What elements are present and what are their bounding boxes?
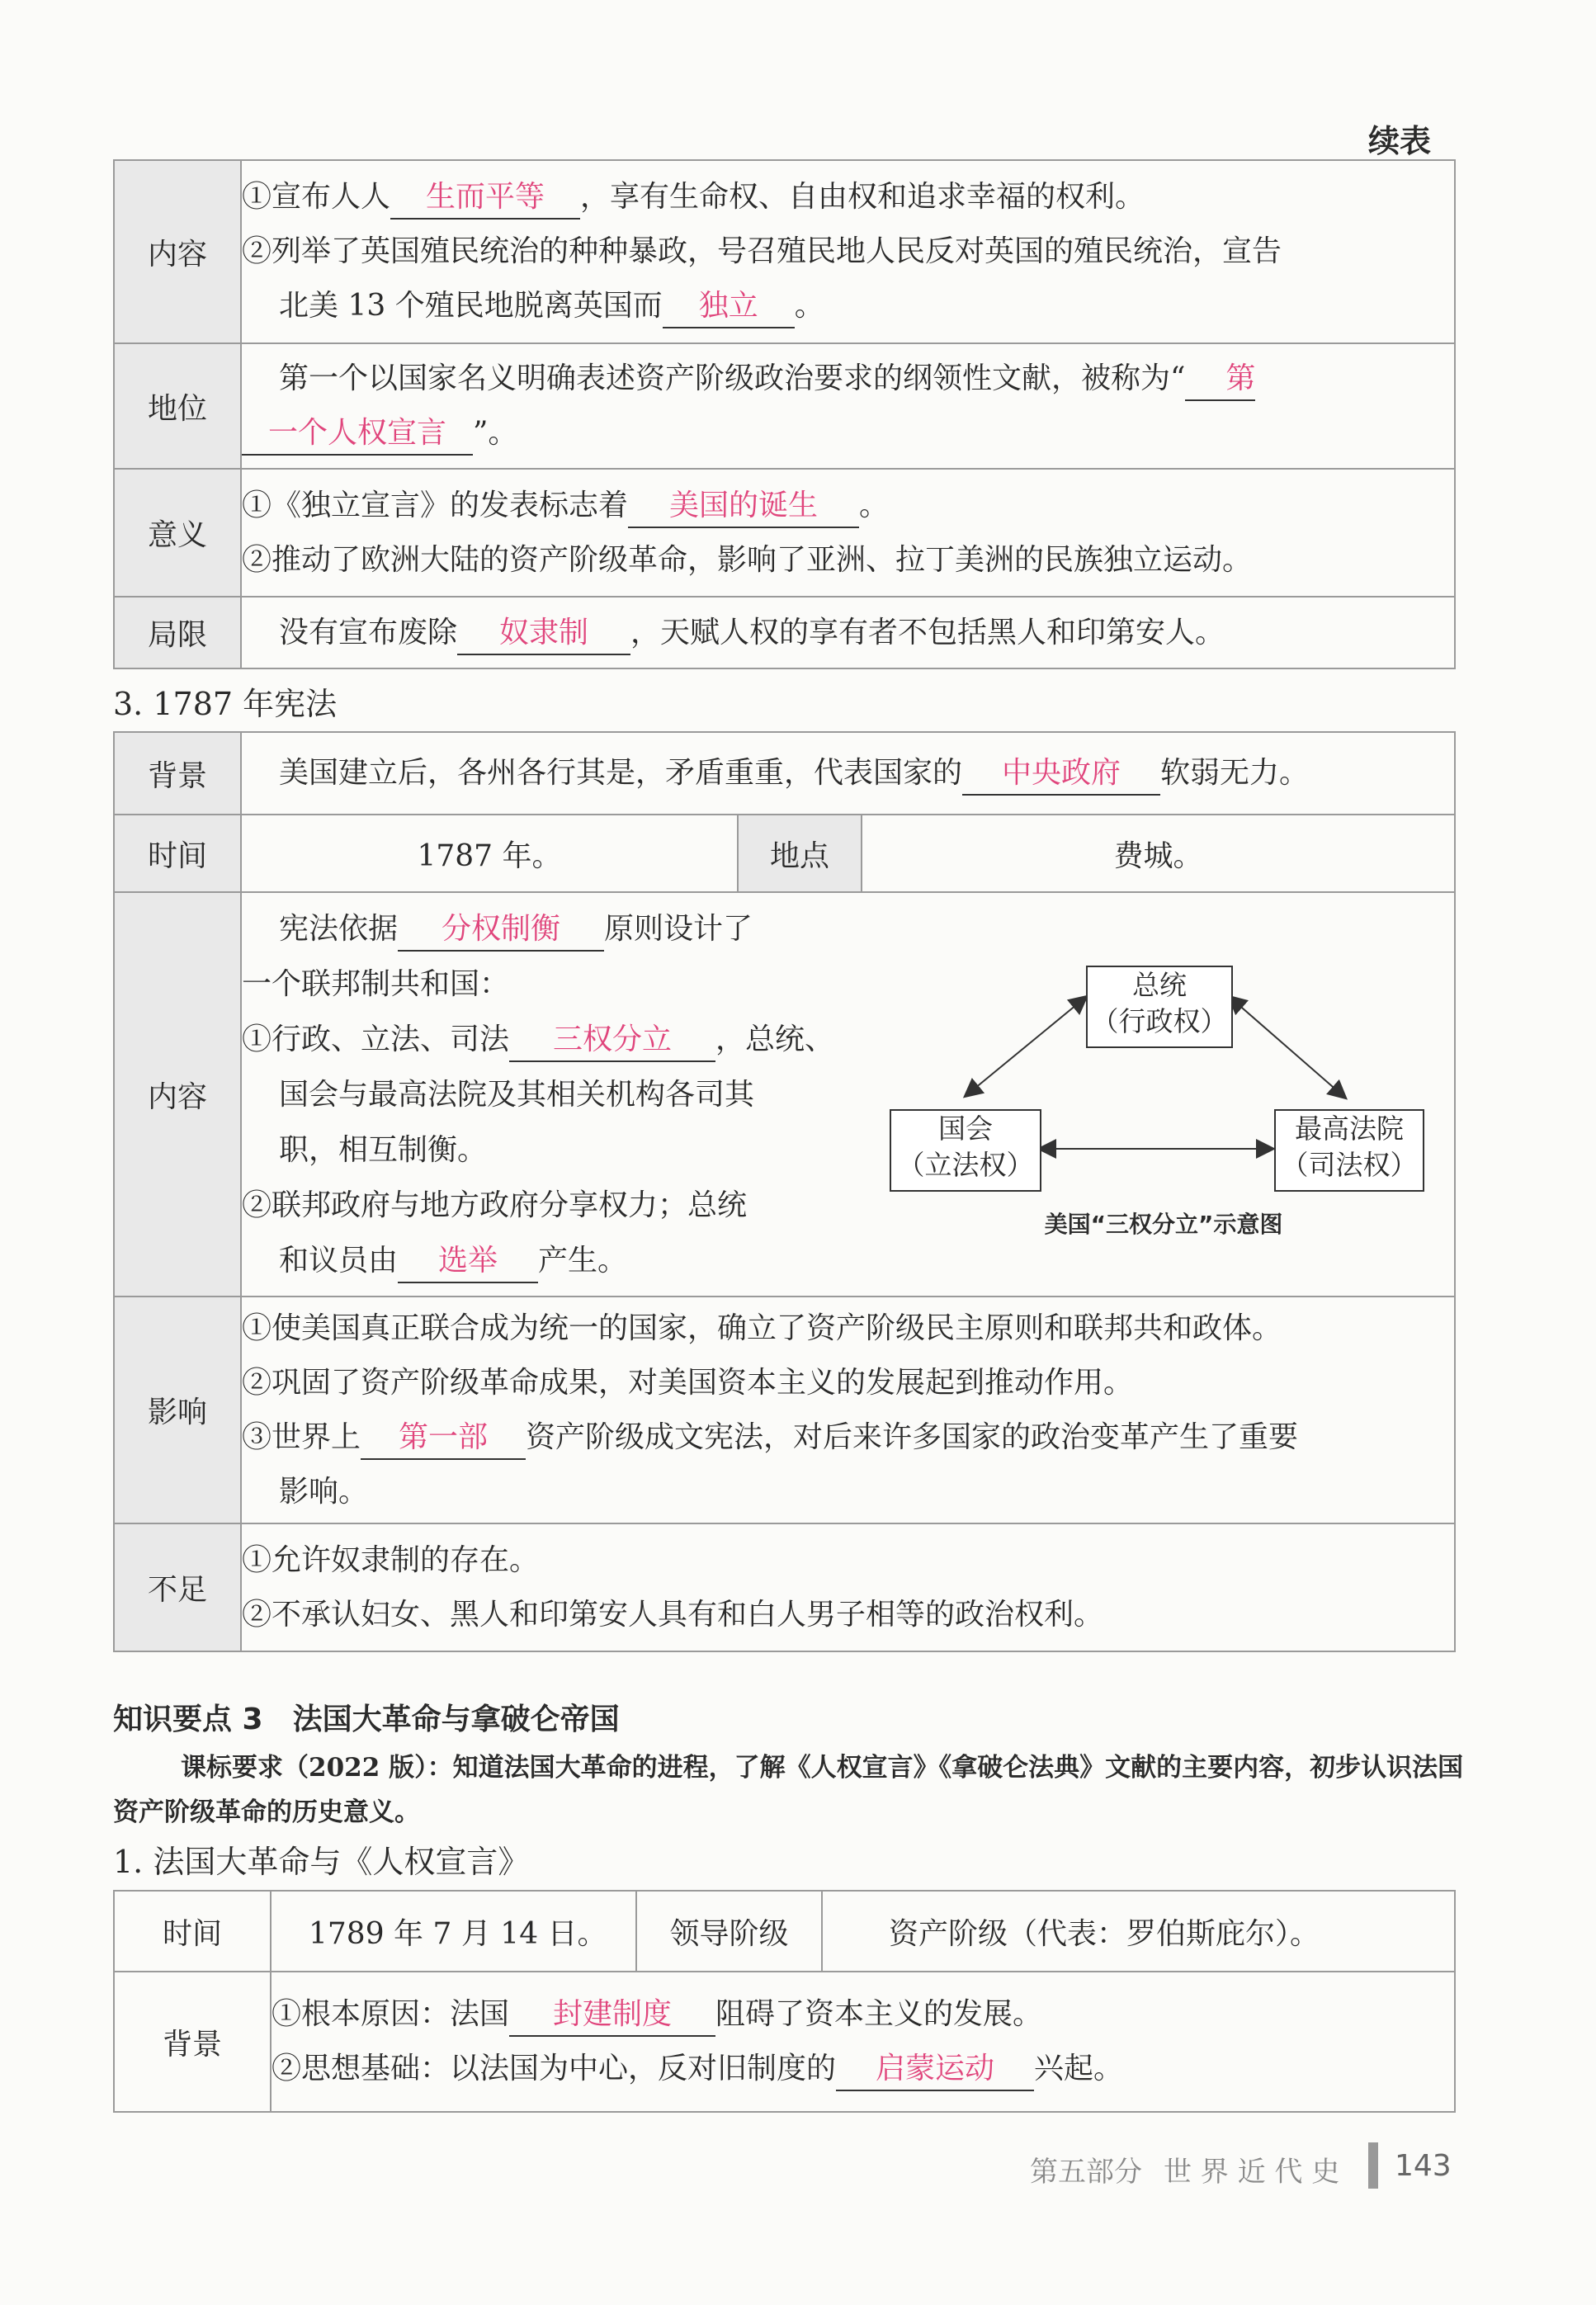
- text: ①《独立宣言》的发表标志着: [242, 488, 629, 522]
- text: ③世界上: [242, 1419, 361, 1454]
- row-limitation: [114, 597, 1455, 668]
- congress-box: [890, 1109, 1041, 1192]
- text: 兴起。: [1034, 2052, 1124, 2085]
- place-label: 地点: [738, 815, 862, 892]
- answer-blank: 第: [1185, 358, 1255, 401]
- box-text: 总统: [1132, 969, 1187, 1001]
- text: ，总统、: [715, 1022, 835, 1056]
- row-label-background: 背景: [114, 1972, 271, 2112]
- text: 第一个以国家名义明确表述资产阶级政治要求的纲领性文献，被称为“: [279, 361, 1186, 395]
- text: 。: [859, 488, 890, 522]
- curriculum-requirement: 课标要求（2022 版）：知道法国大革命的进程，了解《人权宣言》《拿破仑法典》文献的主要内容，初步认识法国资产阶级革命的历史意义。: [113, 1753, 1464, 1827]
- answer-blank: 选举: [398, 1240, 538, 1283]
- answer-blank: 分权制衡: [398, 909, 604, 952]
- footer-subject: 世 界 近 代 史: [1164, 2156, 1340, 2189]
- box-text: 最高法院: [1295, 1112, 1404, 1145]
- french-revolution-table: [113, 1890, 1456, 2113]
- text: 软弱无力。: [1160, 756, 1310, 790]
- text: 资产阶级成文宪法，对后来许多国家的政治变革产生了重要: [526, 1419, 1299, 1454]
- shortcoming-cell: [241, 1523, 1455, 1651]
- status-cell: [241, 343, 1455, 469]
- text: 原则设计了: [604, 911, 753, 946]
- text: 宪法依据: [279, 911, 399, 946]
- answer-blank: 启蒙运动: [836, 2048, 1034, 2091]
- text: ②思想基础：以法国为中心，反对旧制度的: [272, 2052, 837, 2085]
- separation-of-powers-diagram: [875, 933, 1452, 1263]
- content-cell: [241, 160, 1455, 343]
- row-time: [114, 815, 1455, 892]
- box-text: （司法权）: [1281, 1149, 1418, 1181]
- text: ①行政、立法、司法: [242, 1022, 510, 1056]
- knowledge-point-heading: 知识要点 3 法国大革命与拿破仑帝国: [113, 1703, 620, 1736]
- text: 美国建立后，各州各行其是，矛盾重重，代表国家的: [279, 756, 963, 790]
- text: ②列举了英国殖民统治的种种暴政，号召殖民地人民反对英国的殖民统治，宣告: [242, 234, 1282, 268]
- answer-blank: 奴隶制: [457, 612, 630, 655]
- row-content: [114, 160, 1455, 343]
- continued-label: 续表: [1367, 122, 1431, 159]
- leader-label: 领导阶级: [636, 1891, 822, 1972]
- row-label-impact: 影响: [114, 1297, 241, 1523]
- background-cell: [241, 732, 1455, 815]
- text: ②不承认妇女、黑人和印第安人具有和白人男子相等的政治权利。: [242, 1597, 1104, 1632]
- row-label-content: 内容: [114, 160, 241, 343]
- row-shortcoming: [114, 1523, 1455, 1651]
- text: 没有宣布废除: [279, 615, 458, 649]
- text: ①使美国真正联合成为统一的国家，确立了资产阶级民主原则和联邦共和政体。: [242, 1311, 1282, 1345]
- supreme-court-box: [1274, 1109, 1424, 1192]
- row-label-time: 时间: [114, 815, 241, 892]
- answer-blank: 美国的诞生: [628, 485, 859, 528]
- time-value: 1787 年。: [241, 815, 738, 892]
- row-label-significance: 意义: [114, 469, 241, 597]
- row-label-time: 时间: [114, 1891, 271, 1972]
- answer-blank: 第一部: [361, 1417, 526, 1460]
- text: 。: [794, 289, 824, 323]
- box-text: （行政权）: [1091, 1005, 1228, 1037]
- answer-blank: 生而平等: [390, 177, 580, 220]
- text: ②推动了欧洲大陆的资产阶级革命，影响了亚洲、拉丁美洲的民族独立运动。: [242, 542, 1253, 577]
- row-time: [114, 1891, 1455, 1972]
- footer-divider: [1368, 2142, 1378, 2189]
- row-label-limitation: 局限: [114, 597, 241, 668]
- leader-value: 资产阶级（代表：罗伯斯庇尔）。: [822, 1891, 1455, 1972]
- text: 影响。: [279, 1474, 369, 1509]
- limitation-cell: [241, 597, 1455, 668]
- impact-cell: [241, 1297, 1455, 1523]
- row-impact: [114, 1297, 1455, 1523]
- answer-blank: 中央政府: [962, 753, 1160, 796]
- text: 和议员由: [279, 1243, 399, 1278]
- place-value: 费城。: [862, 815, 1455, 892]
- time-value: 1789 年 7 月 14 日。: [271, 1891, 636, 1972]
- row-label-status: 地位: [114, 343, 241, 469]
- section-title-1787: 3. 1787 年宪法: [113, 686, 338, 722]
- president-box: [1086, 966, 1233, 1048]
- declaration-table: [113, 159, 1456, 669]
- row-label-background: 背景: [114, 732, 241, 815]
- text: 产生。: [538, 1243, 628, 1278]
- row-status: [114, 343, 1455, 469]
- answer-blank: 三权分立: [509, 1019, 715, 1062]
- significance-cell: [241, 469, 1455, 597]
- section-title-french-revolution: 1. 法国大革命与《人权宣言》: [113, 1844, 530, 1880]
- answer-blank: 一个人权宣言: [242, 413, 473, 456]
- text: ①宣布人人: [242, 180, 391, 214]
- row-background: [114, 1972, 1455, 2112]
- footer-part: 第五部分: [1030, 2156, 1142, 2189]
- row-significance: [114, 469, 1455, 597]
- text: 国会与最高法院及其相关机构各司其: [279, 1077, 755, 1112]
- text: ①根本原因：法国: [272, 1997, 510, 2031]
- answer-blank: 封建制度: [509, 1994, 715, 2037]
- text: 一个联邦制共和国：: [242, 966, 510, 1001]
- text: ②巩固了资产阶级革命成果，对美国资本主义的发展起到推动作用。: [242, 1365, 1134, 1400]
- text: ②联邦政府与地方政府分享权力；总统: [242, 1188, 748, 1222]
- page-number: 143: [1395, 2149, 1452, 2183]
- text: ，天赋人权的享有者不包括黑人和印第安人。: [630, 615, 1225, 649]
- answer-blank: 独立: [663, 286, 795, 328]
- text: 阻碍了资本主义的发展。: [715, 1997, 1043, 2031]
- arrow-president-congress: [966, 997, 1086, 1096]
- diagram-caption: 美国“三权分立”示意图: [1044, 1211, 1283, 1238]
- text: ”。: [473, 416, 518, 450]
- text: ①允许奴隶制的存在。: [242, 1542, 540, 1577]
- box-text: （立法权）: [897, 1149, 1034, 1181]
- text: 职，相互制衡。: [279, 1132, 488, 1167]
- content-cell: [241, 892, 862, 1297]
- text: ，享有生命权、自由权和追求幸福的权利。: [580, 180, 1145, 214]
- arrow-president-court: [1230, 997, 1345, 1098]
- background-cell: [271, 1972, 1455, 2112]
- box-text: 国会: [938, 1112, 993, 1145]
- row-background: [114, 732, 1455, 815]
- text: 北美 13 个殖民地脱离英国而: [279, 289, 663, 323]
- row-label-shortcoming: 不足: [114, 1523, 241, 1651]
- row-label-content: 内容: [114, 892, 241, 1297]
